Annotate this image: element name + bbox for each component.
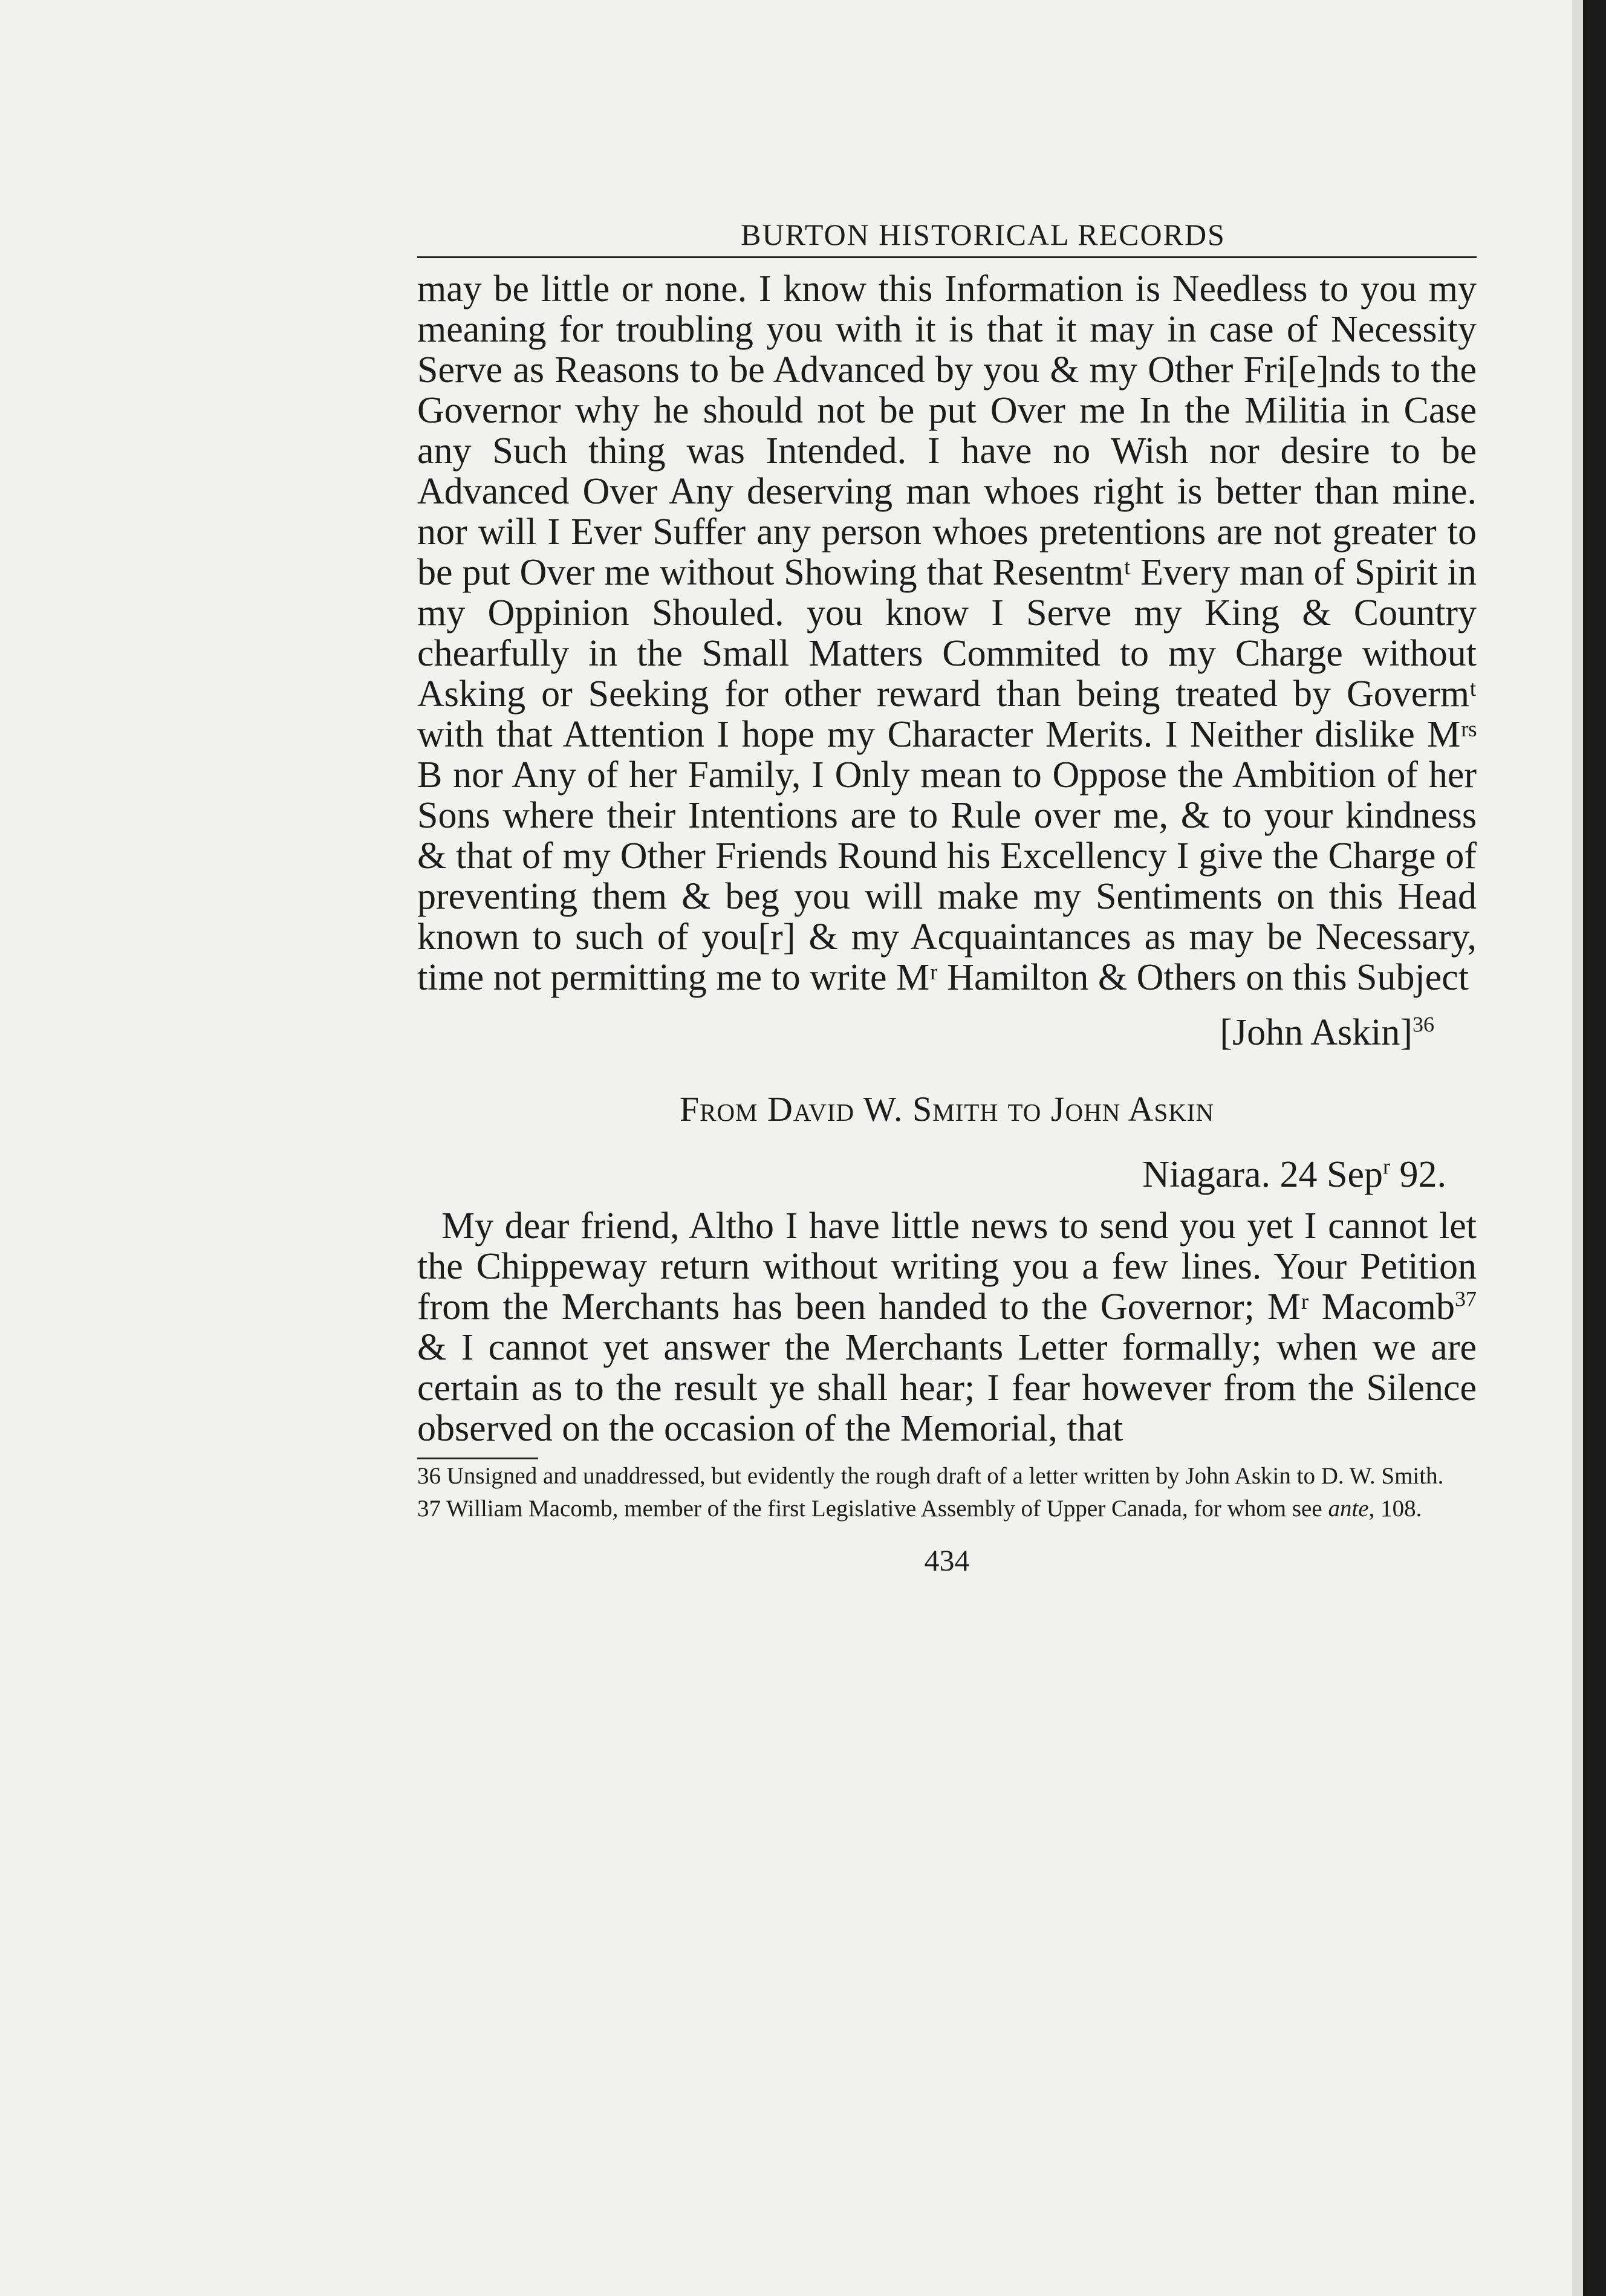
footnote-37	[417, 1497, 1477, 1521]
letter2-text-b: & I cannot yet answer the Merchants Letter formally; when we are certain as to the result ye shall hear; I fear however from the Silence observed on the occasion of the Memorial, that	[417, 1327, 1477, 1449]
document-page	[417, 213, 1477, 1578]
footnote-text-end: , 108.	[1368, 1496, 1422, 1522]
footnote-text: William Macomb, member of the first Legislative Assembly of Upper Canada, for whom see	[441, 1496, 1328, 1522]
footnote-36	[417, 1464, 1477, 1488]
dateline-place: Niagara. 24 Sep	[1142, 1154, 1383, 1195]
letter2-text-a: My dear friend, Altho I have little news to send you yet I cannot let the Chippeway return without writing you a few lines. Your Petition from the Merchants has been handed to the Governor; Mʳ Macomb	[417, 1205, 1477, 1328]
signature-name: [John Askin]	[1220, 1012, 1413, 1053]
page-number: 434	[924, 1543, 970, 1577]
dateline-year: 92.	[1390, 1154, 1446, 1195]
footnote-divider	[417, 1458, 538, 1459]
dateline-sup: r	[1383, 1154, 1390, 1179]
page-edge	[1572, 0, 1583, 2296]
letter2-paragraph	[417, 1206, 1477, 1449]
footnote-number: 36	[417, 1463, 441, 1489]
footnote-text: Unsigned and unaddressed, but evidently the rough draft of a letter written by John Askin to D. W. Smith.	[441, 1463, 1444, 1489]
footnote-italic: ante	[1328, 1496, 1369, 1522]
footnote-number: 37	[417, 1496, 441, 1522]
footnote-ref-36[interactable]: 36	[1413, 1012, 1434, 1037]
signature	[417, 1013, 1477, 1053]
letter1-paragraph: may be little or none. I know this Information is Needless to you my meaning for troubling you with it is that it may in case of Necessity Serve as Reasons to be Advanced by you & my Other Fri[e]nds to the Governor why he should not be put Over me In the Militia in Case any Such thing was Intended. I have no Wish nor desire to be Advanced Over Any deserving man whoes right is better than mine. nor will I Ever Suffer any person whoes pretentions are not greater to be put Over me without Showing that Resentmᵗ Every man of Spirit in my Oppinion Shouled. you know I Serve my King & Country chearfully in the Small Matters Commited to my Charge without Asking or Seeking for other reward than being treated by Govermᵗ with that Attention I hope my Character Merits. I Neither dislike Mʳˢ B nor Any of her Family, I Only mean to Oppose the Ambition of her Sons where their Intentions are to Rule over me, & to your kindness & that of my Other Friends Round his Excellency I give the Charge of preventing them & beg you will make my Sentiments on this Head known to such of you[r] & my Acquaintances as may be Necessary, time not permitting me to write Mʳ Hamilton & Others on this Subject	[417, 268, 1477, 998]
footnote-ref-37[interactable]: 37	[1455, 1286, 1477, 1311]
dateline	[417, 1155, 1477, 1195]
footnotes	[417, 1464, 1477, 1521]
letter2-body	[417, 1206, 1477, 1449]
letter-heading: From David W. Smith to John Askin	[679, 1089, 1215, 1129]
running-head: BURTON HISTORICAL RECORDS	[417, 213, 1477, 258]
letter-body	[417, 269, 1477, 998]
